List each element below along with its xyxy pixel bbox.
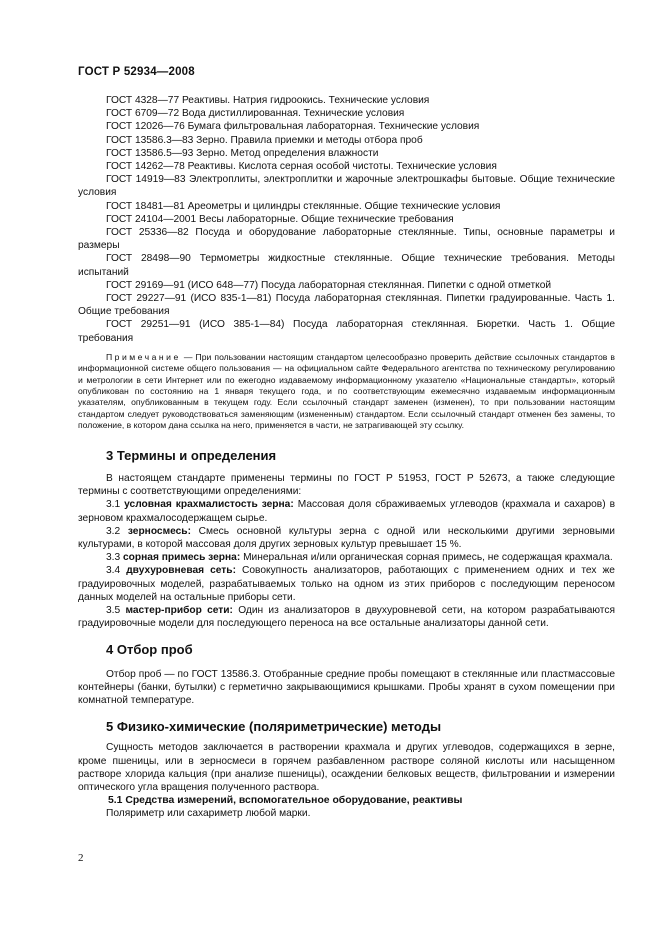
- reference-item: ГОСТ 4328—77 Реактивы. Натрия гидроокись. Технические условия: [106, 95, 430, 106]
- term-definition: Совокупность анализаторов, работающих с применением одних и тех же градуировочных моделей, разрабатываемых только на одном из этих приборов с последующим переносом данных моделей на остальные приборы сети.: [78, 565, 615, 603]
- page-number: 2: [78, 852, 84, 864]
- subsection-5-1-text: Поляриметр или сахариметр любой марки.: [106, 808, 311, 820]
- term-item: [78, 525, 615, 551]
- reference-item: ГОСТ 29169—91 (ИСО 648—77) Посуда лабораторная стеклянная. Пипетки с одной отметкой: [106, 279, 552, 291]
- section-5-text: Сущность методов заключается в растворении крахмала и других углеводов, содержащихся в зерне, кроме пшеницы, или в зерносмеси в горячем разбавленном растворе соляной кислоты или насыщенном растворе хлорида кальция (при анализе пшеницы), осаждении белковых веществ, фильтровании и измерении оптического угла вращения полученного раствора.: [78, 742, 615, 793]
- term-number: 3.2: [106, 525, 121, 537]
- term-definition: Массовая доля сбраживаемых углеводов (крахмала и сахаров) в зерновом крахмалосодержащем сырье.: [78, 499, 615, 524]
- reference-item: ГОСТ 6709—72 Вода дистиллированная. Технические условия: [106, 108, 405, 120]
- term-name: условная крахмалистость зерна:: [124, 499, 294, 511]
- reference-item: ГОСТ 29227—91 (ИСО 835-1—81) Посуда лабораторная стеклянная. Пипетки градуированные. Часть 1. Общие требования: [78, 293, 615, 318]
- references-note: [78, 352, 615, 432]
- section-3-intro: В настоящем стандарте применены термины по ГОСТ Р 51953, ГОСТ Р 52673, а также следующие термины с соответствующими определениями:: [78, 472, 615, 498]
- reference-item: ГОСТ 14919—83 Электроплиты, электроплитки и жарочные электрошкафы бытовые. Общие технические условия: [78, 174, 615, 199]
- term-name: сорная примесь зерна:: [123, 552, 241, 564]
- note-text: — При пользовании настоящим стандартом целесообразно проверить действие ссылочных стандартов в информационной системе общего пользования — на официальном сайте Федерального агентства по техническому регулированию и метрологии в сети Интернет или по ежегодно издаваемому информационному указателю «Национальные стандарты», который опубликован по состоянию на 1 января текущего года, и по соответствующим ежемесячно издаваемым информационным указателям, опубликованным в текущем году. Если ссылочный стандарт заменен (изменен), то при пользовании настоящим стандартом следует руководствоваться заменяющим (измененным) стандартом. Если ссылочный стандарт отменен без замены, то положение, в котором дана ссылка на него, применяется в части, не затрагивающей эту ссылку.: [78, 351, 615, 431]
- reference-item: ГОСТ 12026—76 Бумага фильтровальная лабораторная. Технические условия: [106, 121, 480, 133]
- note-label: Примечание: [106, 351, 181, 362]
- term-number: 3.4: [106, 565, 121, 577]
- references-list: [78, 94, 615, 345]
- page-content: [78, 94, 615, 821]
- reference-item: ГОСТ 28498—90 Термометры жидкостные стеклянные. Общие технические требования. Методы испытаний: [78, 253, 615, 278]
- term-number: 3.1: [106, 499, 121, 511]
- term-item: [78, 498, 615, 524]
- term-item: [78, 564, 615, 604]
- section-5-title: 5 Физико-химические (поляриметрические) методы: [106, 719, 442, 735]
- section-4-text: Отбор проб — по ГОСТ 13586.3. Отобранные средние пробы помещают в стеклянные или пластмассовые контейнеры (банки, бутылки) с герметично закрывающимися крышками. Пробы хранят в сухом помещении при комнатной температуре.: [78, 668, 615, 706]
- term-item: [78, 551, 615, 564]
- term-definition: Один из анализаторов в двухуровневой сети, на котором разрабатываются градуировочные модели для последующего переноса на все остальные анализаторы данной сети.: [78, 604, 615, 630]
- subsection-5-1-title: 5.1 Средства измерений, вспомогательное оборудование, реактивы: [108, 795, 463, 807]
- term-name: мастер-прибор сети:: [125, 604, 233, 616]
- term-number: 3.5: [106, 604, 121, 616]
- term-item: [78, 604, 615, 630]
- reference-item: ГОСТ 14262—78 Реактивы. Кислота серная особой чистоты. Технические условия: [106, 161, 497, 173]
- term-name: зерносмесь:: [127, 525, 191, 537]
- reference-item: ГОСТ 13586.5—93 Зерно. Метод определения влажности: [106, 147, 379, 159]
- reference-item: ГОСТ 24104—2001 Весы лабораторные. Общие технические требования: [106, 213, 454, 225]
- reference-item: ГОСТ 29251—91 (ИСО 385-1—84) Посуда лабораторная стеклянная. Бюретки. Часть 1. Общие требования: [78, 319, 615, 344]
- term-name: двухуровневая сеть:: [126, 565, 236, 577]
- reference-item: ГОСТ 13586.3—83 Зерно. Правила приемки и методы отбора проб: [106, 134, 423, 146]
- reference-item: ГОСТ 18481—81 Ареометры и цилиндры стеклянные. Общие технические условия: [106, 200, 501, 212]
- section-4-title: 4 Отбор проб: [106, 642, 193, 658]
- term-definition: Смесь основной культуры зерна с одной или несколькими другими зерновыми культурами, в которой массовая доля других зерновых культур превышает 15 %.: [78, 525, 615, 550]
- document-header: ГОСТ Р 52934—2008: [78, 66, 195, 78]
- term-number: 3.3: [106, 552, 121, 564]
- section-3-title: 3 Термины и определения: [106, 447, 277, 463]
- term-definition: Минеральная и/или органическая сорная примесь, не содержащая крахмала.: [243, 552, 613, 564]
- reference-item: ГОСТ 25336—82 Посуда и оборудование лабораторные стеклянные. Типы, основные параметры и размеры: [78, 227, 615, 252]
